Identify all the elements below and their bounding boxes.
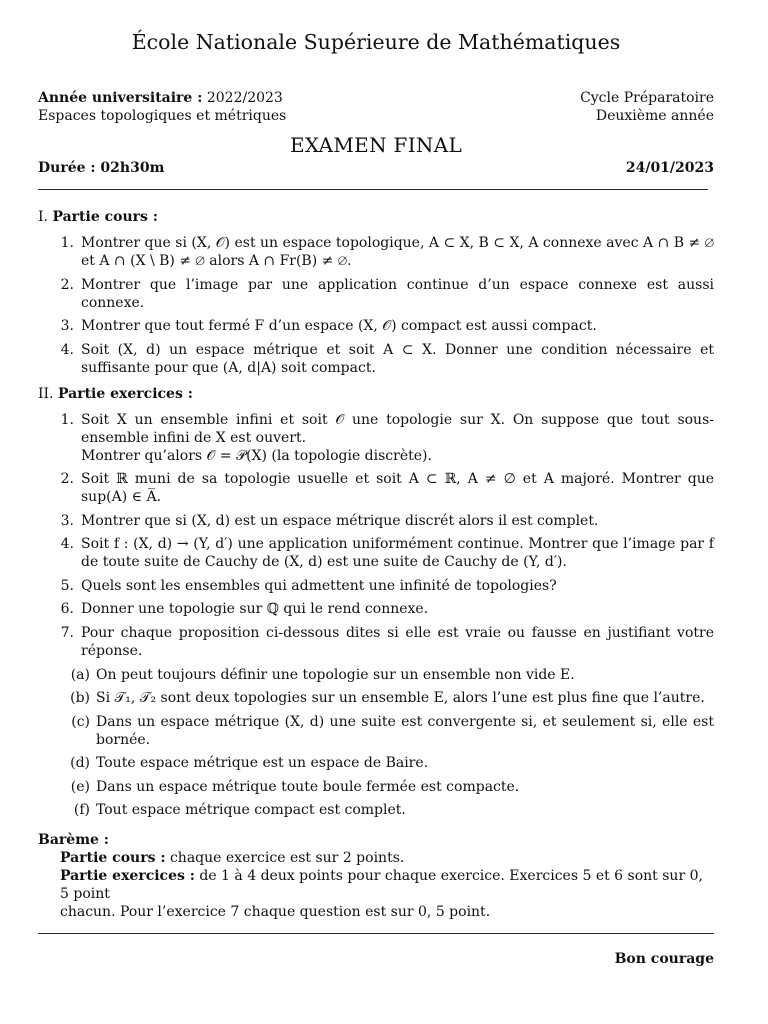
header-info	[38, 89, 714, 125]
list-item: 6. Donner une topologie sur ℚ qui le rend connexe.	[60, 601, 429, 617]
school-name: École Nationale Supérieure de Mathématiques	[131, 30, 621, 54]
part-exercices-title: Partie exercices :	[57, 385, 193, 402]
list-item: 4. Soit (X, d) un espace métrique et soit A ⊂ X. Donner une condition nécessaire et suffisante pour que (A, d|A) soit compact.	[60, 341, 714, 376]
list-item: 5. Quels sont les ensembles qui admettent une infinité de topologies?	[60, 577, 557, 594]
sub-list-item: (b) Si 𝒯₁, 𝒯₂ sont deux topologies sur un ensemble E, alors l’une est plus fine que l’autre.	[70, 690, 705, 706]
exercices-list	[38, 411, 714, 825]
list-item: 7. Pour chaque proposition ci-dessous dites si elle est vraie ou fausse en justifiant votre réponse. (a) On peut toujours définir une topologie sur un ensemble non vide E. (b) Si 𝒯₁, 𝒯₂ sont deux topologies sur un ensemble E, alors l’une est plus fine que l’autre. (c) Dans un espace métrique (X, d) une suite est convergente si, et seulement si, elle est bornée. (d) Toute espace métrique est un espace de Baire. (e) Dans un espace métrique toute boule fermée est compacte. (f) Tout espace métrique compact est complet.	[38, 624, 714, 825]
footer-divider	[38, 933, 714, 934]
part-cours-title: Partie cours :	[52, 209, 158, 225]
list-item: 2. Soit ℝ muni de sa topologie usuelle et soit A ⊂ ℝ, A ≠ ∅ et A majoré. Montrer que sup(A) ∈ A̅.	[60, 471, 714, 505]
part-exercices	[38, 385, 714, 825]
grading-exercices-cont: chacun. Pour l’exercice 7 chaque question est sur 0, 5 point.	[60, 903, 491, 920]
year-value: 2022/2023	[206, 90, 283, 106]
grading-scheme	[38, 831, 714, 921]
grading-title: Barème :	[38, 831, 109, 848]
grading-exercices: Partie exercices : de 1 à 4 deux points pour chaque exercice. Exercices 5 et 6 sont sur 0, 5 point	[60, 867, 703, 902]
part-cours-heading: I. Partie cours :	[38, 209, 158, 225]
part-cours	[38, 208, 714, 377]
cycle: Cycle Préparatoire	[580, 90, 714, 106]
closing-text: Bon courage	[614, 950, 714, 967]
exam-meta	[38, 159, 714, 177]
grading-cours: Partie cours : chaque exercice est sur 2 points.	[60, 849, 405, 866]
list-item: 3. Montrer que si (X, d) est un espace métrique discrét alors il est complet.	[60, 512, 599, 529]
sub-question-list	[38, 666, 714, 820]
header-left	[38, 89, 286, 125]
cours-list	[38, 234, 714, 377]
level: Deuxième année	[595, 108, 714, 124]
header-divider	[38, 189, 708, 190]
part-exercices-heading: II. Partie exercices :	[38, 385, 193, 402]
sub-list-item: (f) Tout espace métrique compact est complet.	[73, 802, 406, 818]
list-item: 1. Soit X un ensemble infini et soit 𝒪 une topologie sur X. On suppose que tout sous-ensemble infini de X est ouvert. Montrer qu’alors 𝒪 = 𝒫(X) (la topologie discrète).	[60, 411, 714, 464]
list-item: 3. Montrer que tout fermé F d’un espace (X, 𝒪) compact est aussi compact.	[60, 318, 597, 334]
header-right	[580, 89, 714, 125]
sub-list-item: (c) Dans un espace métrique (X, d) une suite est convergente si, et seulement si, elle est bornée.	[71, 713, 714, 748]
year-label: Année universitaire :	[38, 90, 203, 106]
list-item: 4. Soit f : (X, d) → (Y, d′) une application uniformément continue. Montrer que l’image par f de toute suite de Cauchy de (X, d) est une suite de Cauchy de (Y, d′).	[60, 536, 714, 570]
list-item: 1. Montrer que si (X, 𝒪) est un espace topologique, A ⊂ X, B ⊂ X, A connexe avec A ∩ B ≠ ∅ et A ∩ (X \ B) ≠ ∅ alors A ∩ Fr(B) ≠ ∅.	[60, 235, 714, 269]
sub-list-item: (e) Dans un espace métrique toute boule fermée est compacte.	[70, 778, 520, 795]
list-item: 2. Montrer que l’image par une application continue d’un espace connexe est aussi connexe.	[60, 276, 714, 311]
sub-list-item: (d) Toute espace métrique est un espace de Baire.	[70, 755, 429, 771]
exam-title: EXAMEN FINAL	[289, 133, 463, 157]
exam-date: 24/01/2023	[625, 160, 714, 176]
course-name: Espaces topologiques et métriques	[38, 108, 287, 124]
duration: Durée : 02h30m	[38, 160, 165, 176]
sub-list-item: (a) On peut toujours définir une topologie sur un ensemble non vide E.	[70, 666, 575, 683]
